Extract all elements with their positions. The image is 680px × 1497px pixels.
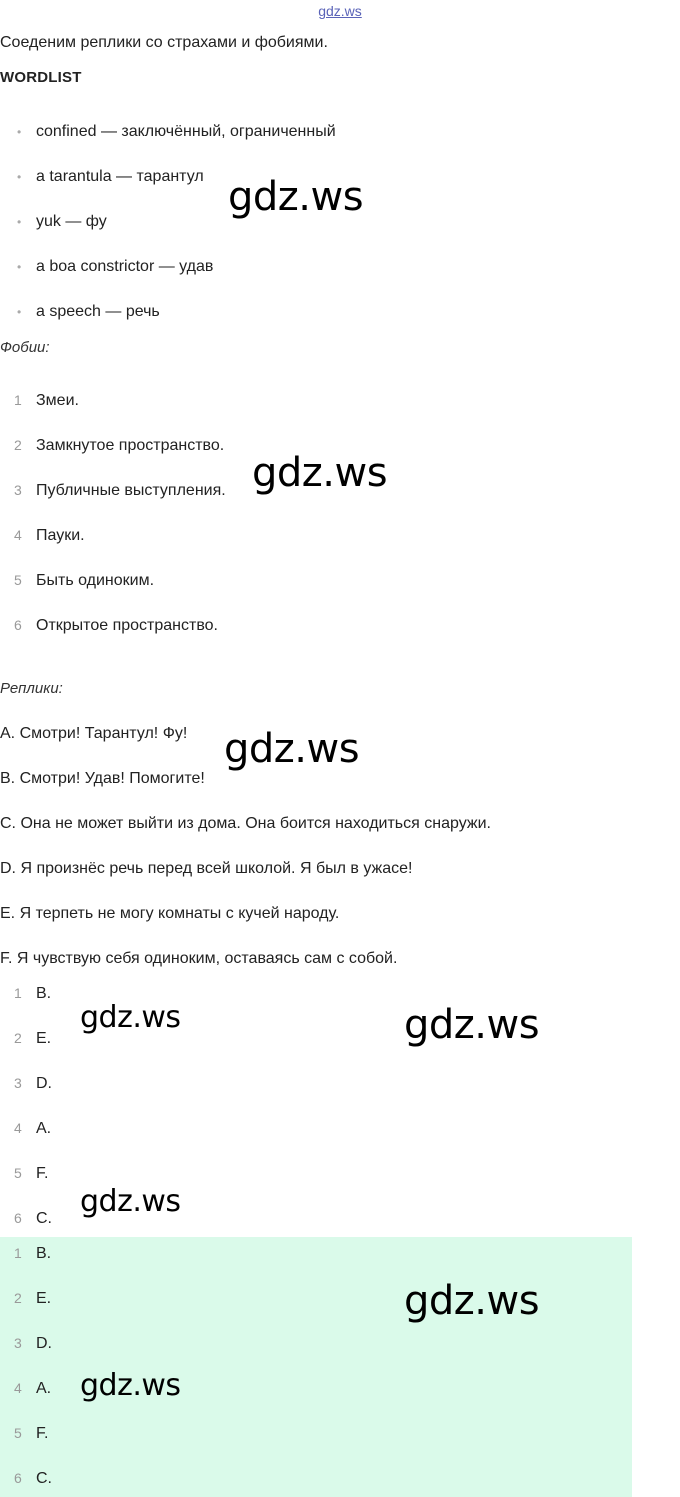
answer-item-highlighted: 5 F. <box>14 1425 49 1442</box>
reply-item: F. Я чувствую себя одиноким, оставаясь сам с собой. <box>0 950 398 967</box>
answer-item-highlighted: 4 A. <box>14 1380 52 1397</box>
wordlist-title: WORDLIST <box>0 69 82 86</box>
answer-item-highlighted: 2 E. <box>14 1290 52 1307</box>
wordlist-item: • confined — заключённый, ограниченный <box>17 123 336 140</box>
intro-text: Соеденим реплики со страхами и фобиями. <box>0 34 328 51</box>
reply-item: D. Я произнёс речь перед всей школой. Я был в ужасе! <box>0 860 413 877</box>
replies-label: Реплики: <box>0 680 63 697</box>
phobia-item: 6 Открытое пространство. <box>14 617 218 634</box>
watermark: gdz.ws <box>228 174 364 220</box>
watermark: gdz.ws <box>404 1002 540 1048</box>
reply-item: B. Смотри! Удав! Помогите! <box>0 770 205 787</box>
phobia-item: 2 Замкнутое пространство. <box>14 437 225 454</box>
answer-item: 3 D. <box>14 1075 52 1092</box>
watermark: gdz.ws <box>404 1278 540 1324</box>
watermark: gdz.ws <box>80 1368 181 1403</box>
reply-item: E. Я терпеть не могу комнаты с кучей народу. <box>0 905 340 922</box>
answer-item: 6 C. <box>14 1210 52 1227</box>
answers-highlight-box <box>0 1237 632 1497</box>
watermark: gdz.ws <box>80 1000 181 1035</box>
bullet-icon: • <box>17 260 22 274</box>
reply-item: C. Она не может выйти из дома. Она боится находиться снаружи. <box>0 815 491 832</box>
answer-item: 2 E. <box>14 1030 52 1047</box>
phobia-item: 1 Змеи. <box>14 392 79 409</box>
bullet-icon: • <box>17 125 22 139</box>
phobia-item: 5 Быть одиноким. <box>14 572 155 589</box>
site-link[interactable]: gdz.ws <box>318 3 362 19</box>
phobias-label: Фобии: <box>0 339 50 356</box>
answer-item-highlighted: 3 D. <box>14 1335 52 1352</box>
watermark: gdz.ws <box>224 726 360 772</box>
bullet-icon: • <box>17 215 22 229</box>
bullet-icon: • <box>17 305 22 319</box>
watermark: gdz.ws <box>252 450 388 496</box>
wordlist-item: • a boa constrictor — удав <box>17 258 214 275</box>
phobia-item: 3 Публичные выступления. <box>14 482 226 499</box>
answer-item: 1 B. <box>14 985 52 1002</box>
wordlist-item: • yuk — фу <box>17 213 107 230</box>
answer-item: 5 F. <box>14 1165 49 1182</box>
watermark: gdz.ws <box>80 1184 181 1219</box>
wordlist-item: • a speech — речь <box>17 303 160 320</box>
answer-item-highlighted: 6 C. <box>14 1470 52 1487</box>
wordlist-item: • a tarantula — тарантул <box>17 168 204 185</box>
bullet-icon: • <box>17 170 22 184</box>
reply-item: A. Смотри! Тарантул! Фу! <box>0 725 188 742</box>
phobia-item: 4 Пауки. <box>14 527 85 544</box>
answer-item-highlighted: 1 B. <box>14 1245 52 1262</box>
answer-item: 4 A. <box>14 1120 52 1137</box>
